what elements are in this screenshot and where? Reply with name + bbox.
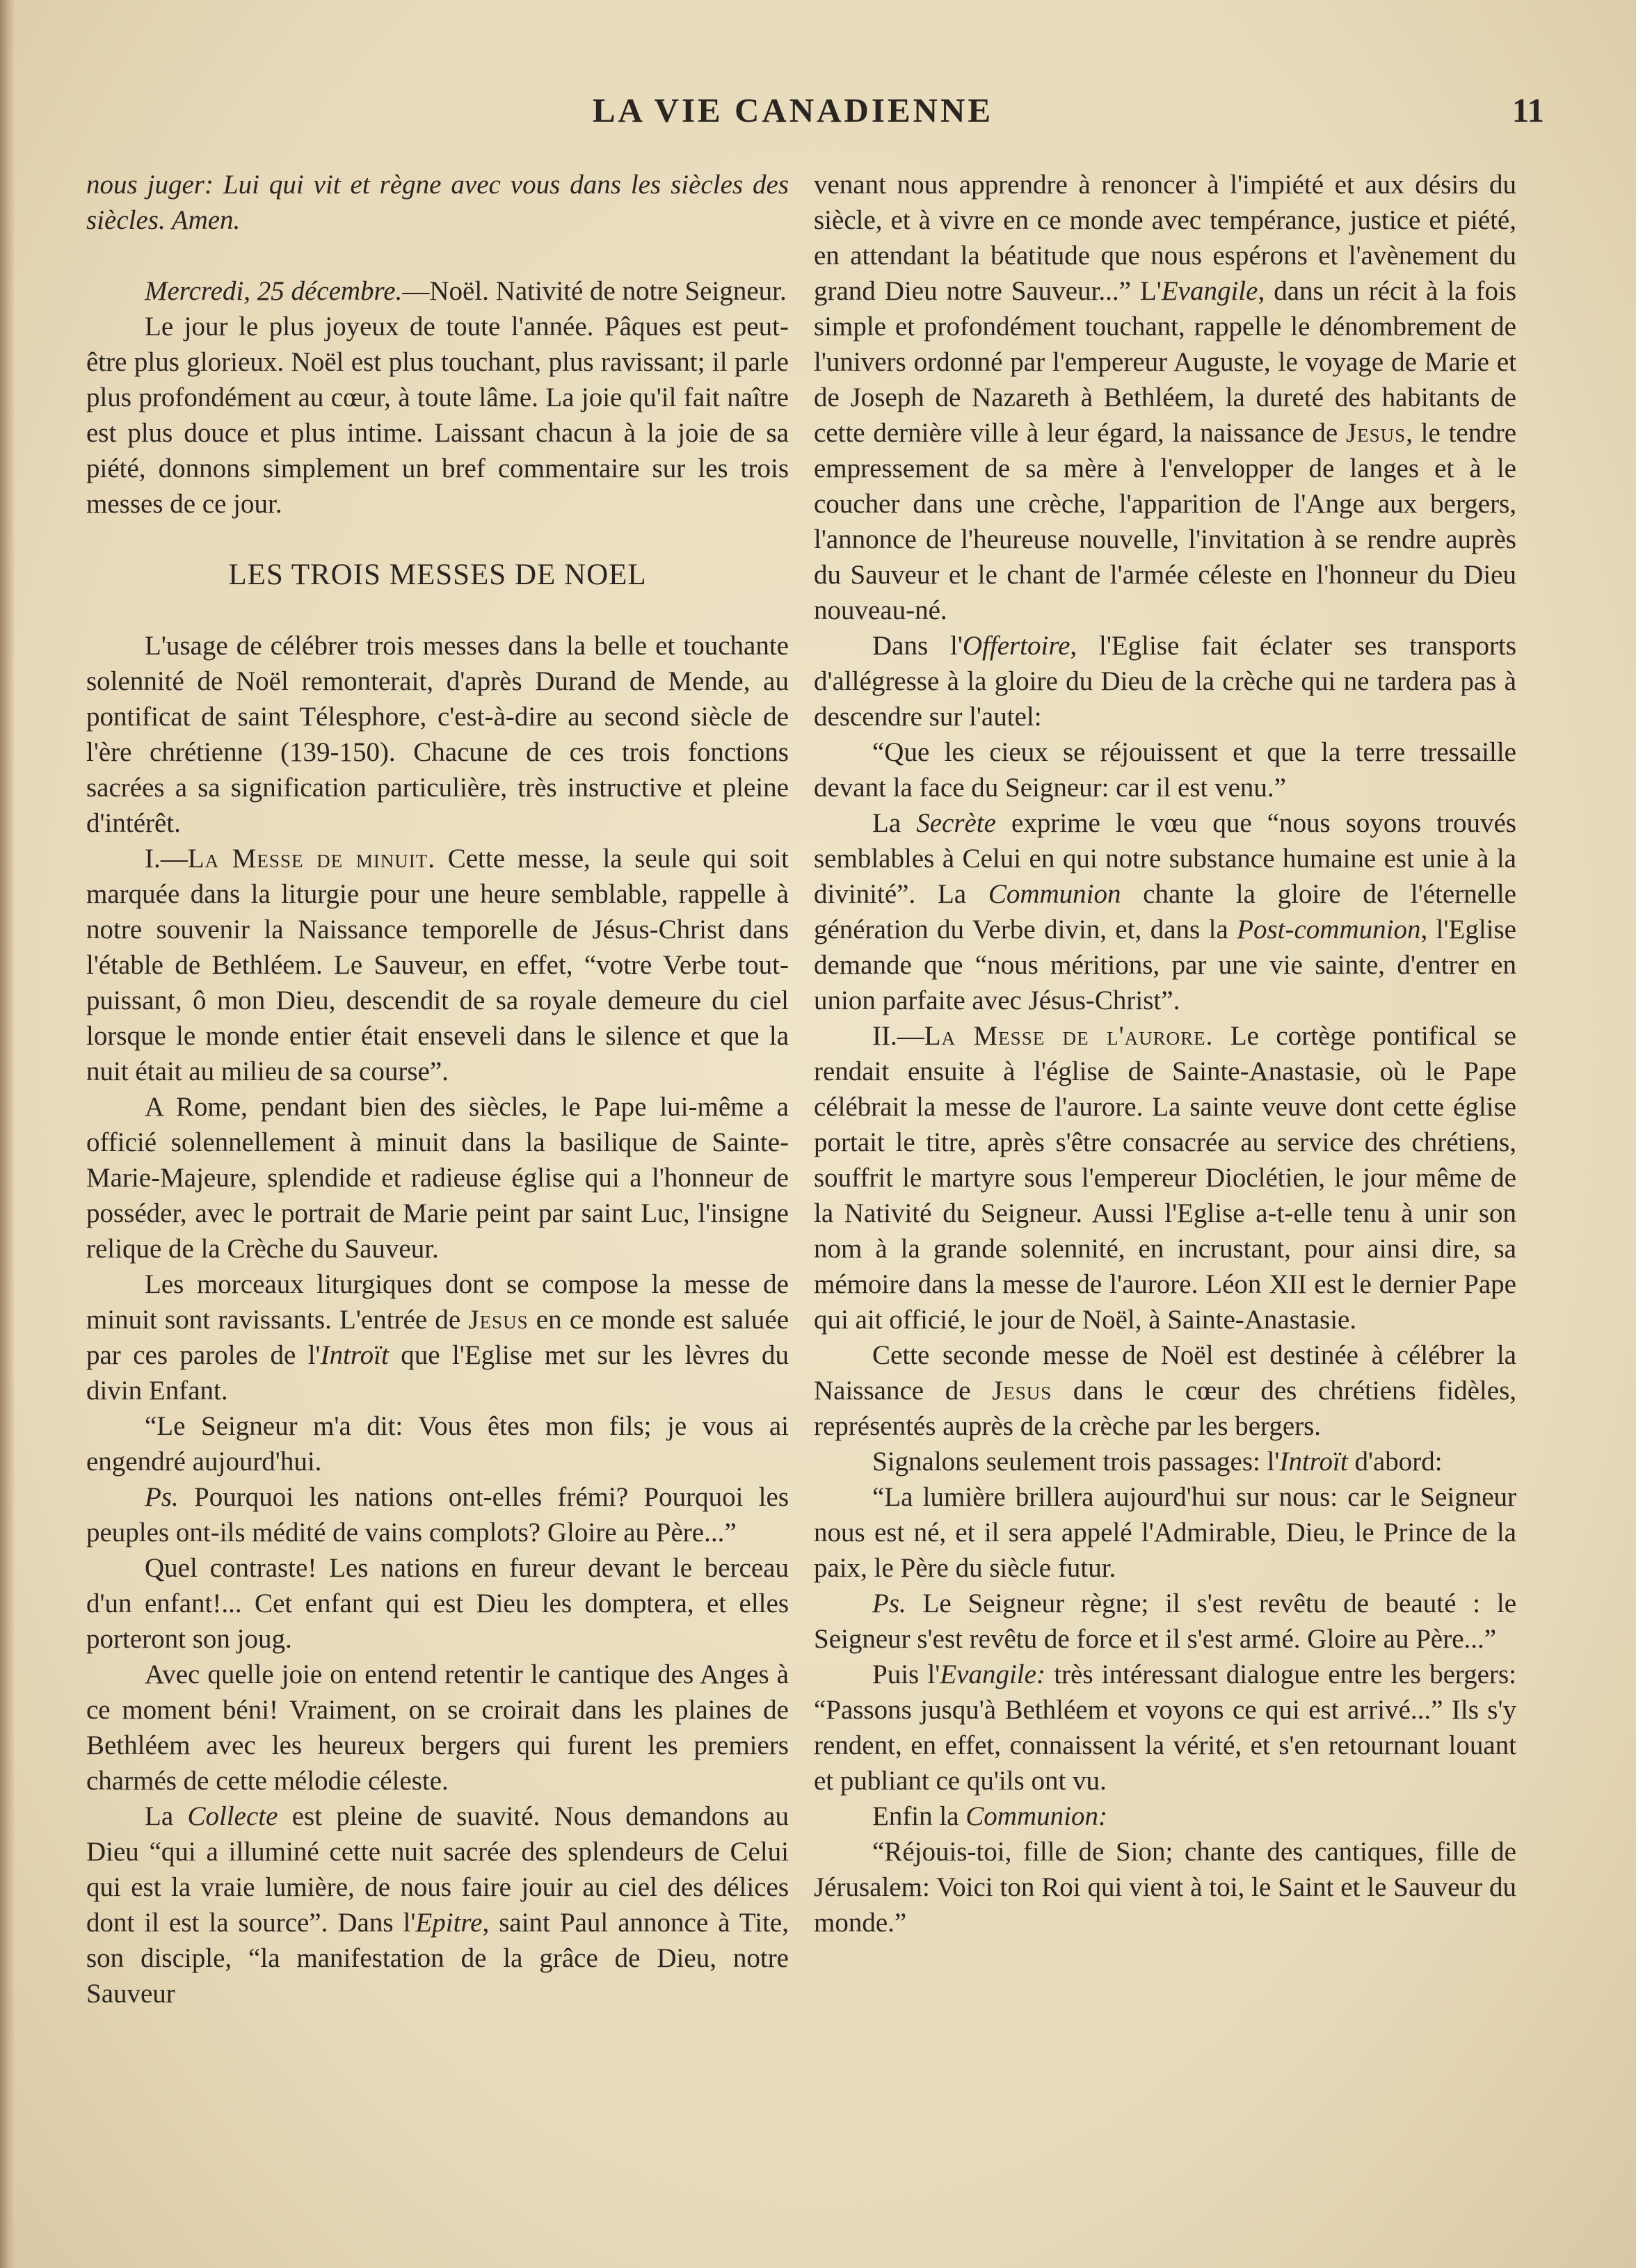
- paragraph-messe-aurore: [814, 1018, 1516, 1337]
- minuit-rest: Cette messe, la seule qui soit marquée dans la liturgie pour une heure semblable, rappelle à notre souvenir la Naissance temporelle de Jésus-Christ dans l'étable de Bethléem. Le Sauveur, en effet, “votre Verbe tout-puissant, ô mon Dieu, descendit de sa royale demeure du ciel lorsque le monde entier était enseveli dans le silence et que la nuit était au milieu de sa course”.: [86, 844, 789, 1086]
- minuit-lead: I.—: [145, 844, 188, 874]
- page-edge-shadow: [0, 0, 15, 2268]
- off-word: Offertoire: [962, 631, 1070, 661]
- paragraph-puis-evangile: [814, 1657, 1516, 1799]
- cont-evangile: Evangile: [1161, 276, 1258, 306]
- enfin-1: Enfin la: [872, 1801, 966, 1831]
- aurore-rest: Le cortège pontifical se rendait ensuite à l'église de Sainte-Anastasie, où le Pape célébrait la messe de l'aurore. La sainte veuve dont cette église portait le titre, après s'être consacrée au service des chrétiens, souffrit le martyre sous l'empereur Dioclétien, le jour même de la Nativité du Seigneur. Aussi l'Eglise a-t-elle tenu à unir son nom à la grande solennité, en incrustant, pour ainsi dire, sa mémoire dans la messe de l'aurore. Léon XII est le dernier Pape qui ait officié, le jour de Noël, à Sainte-Anastasie.: [814, 1021, 1516, 1335]
- aurore-lead: II.—: [872, 1021, 924, 1051]
- morceaux-2: en ce monde est saluée par ces paroles de l': [86, 1305, 789, 1370]
- paragraph-seconde-messe: [814, 1337, 1516, 1444]
- paragraph-collecte: [86, 1799, 789, 2011]
- puis-1: Puis l': [872, 1659, 940, 1689]
- date-rest: —Noël. Nativité de notre Seigneur.: [402, 276, 787, 306]
- paragraph-quote-sion: “Réjouis-toi, fille de Sion; chante des cantiques, fille de Jérusalem: Voici ton Roi qui vient à toi, le Saint et le Sauveur du monde.”: [814, 1837, 1516, 1938]
- seconde-jesus: Jesus: [992, 1376, 1052, 1406]
- page-header: [0, 83, 1636, 139]
- psalm-rest: Pourquoi les nations ont-elles frémi? Pourquoi les peuples ont-ils médité de vains complots? Gloire au Père...”: [86, 1482, 789, 1547]
- morceaux-3: que l'Eglise met sur les lèvres du divin Enfant.: [86, 1340, 789, 1406]
- morceaux-introit: Introït: [320, 1340, 389, 1370]
- cont-2: , dans un récit à la fois simple et profondément touchant, rappelle le dénombrement de l'univers ordonné par l'empereur Auguste, le voyage de Marie et de Joseph de Nazareth à Bethléem, la dureté des habitants de cette dernière ville à leur égard, la naissance de: [814, 276, 1516, 448]
- paragraph-quote-seigneur: “Le Seigneur m'a dit: Vous êtes mon fils; je vous ai engendré aujourd'hui.: [86, 1411, 789, 1477]
- paragraph-enfin-communion: [814, 1799, 1516, 1834]
- paragraph-secrete: [814, 805, 1516, 1018]
- paragraph-continuation: [814, 167, 1516, 628]
- signalons-1: Signalons seulement trois passages: l': [872, 1447, 1280, 1477]
- secrete-post: Post-communion: [1237, 915, 1421, 944]
- paragraph-quote-cieux: “Que les cieux se réjouissent et que la terre tressaille devant la face du Seigneur: car il est venu.”: [814, 737, 1516, 803]
- paragraph-quote-lumiere: “La lumière brillera aujourd'hui sur nous: car le Seigneur nous est né, et il sera appelé l'Admirable, Dieu, le Prince de la paix, le Père du siècle futur.: [814, 1482, 1516, 1583]
- section-heading: LES TROIS MESSES DE NOEL: [228, 558, 647, 591]
- paragraph-usage: L'usage de célébrer trois messes dans la belle et touchante solennité de Noël remonterait, d'après Durand de Mende, au pontificat de saint Télesphore, c'est-à-dire au second siècle de l'ère chrétienne (139-150). Chacune de ces trois fonctions sacrées a sa signification particulière, très instructive et pleine d'intérêt.: [86, 631, 789, 838]
- paragraph-morceaux: [86, 1266, 789, 1408]
- psalm-label: Ps.: [145, 1482, 179, 1512]
- cont-1: venant nous apprendre à renoncer à l'impiété et aux désirs du siècle, et à vivre en ce monde avec tempérance, justice et piété, en attendant la béatitude que nous espérons et l'avènement du grand Dieu notre Sauveur...” L': [814, 170, 1516, 306]
- off-1: Dans l': [872, 631, 963, 661]
- right-column: [814, 167, 1516, 1940]
- aurore-caps: La Messe de l'aurore.: [924, 1021, 1214, 1051]
- morceaux-jesus: Jesus: [468, 1305, 529, 1335]
- running-title: LA VIE CANADIENNE: [592, 91, 994, 129]
- signalons-2: d'abord:: [1347, 1447, 1443, 1477]
- paragraph-contraste: Quel contraste! Les nations en fureur devant le berceau d'un enfant!... Cet enfant qui est Dieu les domptera, et elles porteront son joug.: [86, 1553, 789, 1654]
- paragraph-joie: Avec quelle joie on entend retentir le cantique des Anges à ce moment béni! Vraiment, on se croirait dans les plaines de Bethléem avec les heureux bergers qui furent les premiers charmés de cette mélodie céleste.: [86, 1659, 789, 1796]
- secrete-3: chante la gloire de l'éternelle génération du Verbe divin, et, dans la: [814, 879, 1516, 944]
- psalm2-label: Ps.: [872, 1589, 906, 1618]
- paragraph-closing-prayer: nous juger: Lui qui vit et règne avec vous dans les siècles des siècles. Amen.: [86, 170, 789, 235]
- date-italic: Mercredi, 25 décembre.: [145, 276, 403, 306]
- secrete-word: Secrète: [916, 808, 996, 838]
- psalm2-rest: Le Seigneur règne; il s'est revêtu de beauté : le Seigneur s'est revêtu de force et il s'est armé. Gloire au Père...”: [814, 1589, 1516, 1654]
- paragraph-psalm: [86, 1479, 789, 1550]
- enfin-communion: Communion:: [965, 1801, 1107, 1831]
- paragraph-joyeux: Le jour le plus joyeux de toute l'année. Pâques est peut-être plus glorieux. Noël est plus touchant, plus ravissant; il parle plus profondément au cœur, à toute lâme. La joie qu'il fait naître est plus douce et plus intime. Laissant chacun à la joie de sa piété, donnons simplement un bref commentaire sur les trois messes de ce jour.: [86, 312, 789, 519]
- paragraph-psalm-2: [814, 1586, 1516, 1657]
- collecte-word: Collecte: [187, 1801, 278, 1831]
- morceaux-1: Les morceaux liturgiques dont se compose la messe de minuit sont ravissants. L'entrée de: [86, 1269, 789, 1335]
- seconde-2: dans le cœur des chrétiens fidèles, représentés auprès de la crèche par les bergers.: [814, 1376, 1517, 1441]
- paragraph-rome: A Rome, pendant bien des siècles, le Pape lui-même a officié solennellement à minuit dans la basilique de Sainte-Marie-Majeure, splendide et radieuse église qui a l'honneur de posséder, avec le portrait de Marie peint par saint Luc, l'insigne relique de la Crèche du Sauveur.: [86, 1092, 789, 1264]
- paragraph-messe-minuit: [86, 841, 789, 1089]
- minuit-caps: La Messe de minuit.: [187, 844, 436, 874]
- cont-3: , le tendre empressement de sa mère à l'envelopper de langes et à le coucher dans une crèche, l'apparition de l'Ange aux bergers, l'annonce de l'heureuse nouvelle, l'invitation à se rendre auprès du Sauveur et le chant de l'armée céleste en l'honneur du Dieu nouveau-né.: [814, 418, 1517, 625]
- collecte-1: La: [145, 1801, 188, 1831]
- collecte-epitre: Epitre: [415, 1908, 483, 1938]
- signalons-introit: Introït: [1279, 1447, 1348, 1477]
- puis-evangile: Evangile:: [940, 1659, 1045, 1689]
- paragraph-offertoire: [814, 628, 1516, 734]
- collecte-2: est pleine de suavité. Nous demandons au Dieu “qui a illuminé cette nuit sacrée des splendeurs de Celui qui est la vraie lumière, de nous faire jouir au ciel des délices dont il est la source”. Dans l': [86, 1801, 789, 1938]
- secrete-4: , l'Eglise demande que “nous méritions, par une vie sainte, d'entrer en union parfaite avec Jésus-Christ”.: [814, 915, 1516, 1015]
- off-2: , l'Eglise fait éclater ses transports d'allégresse à la gloire du Dieu de la crèche qui ne tardera pas à descendre sur l'autel:: [814, 631, 1517, 732]
- cont-jesus: Jesus: [1345, 418, 1406, 448]
- puis-2: très intéressant dialogue entre les bergers: “Passons jusqu'à Bethléem et voyons ce qui est arrivé...” Ils s'y rendent, en effet, connaissent la vérité, et s'en retournant louant et publiant ce qu'ils ont vu.: [814, 1659, 1516, 1796]
- secrete-1: La: [872, 808, 917, 838]
- left-column: [86, 167, 789, 2011]
- paragraph-date: [86, 273, 789, 309]
- seconde-1: Cette seconde messe de Noël est destinée à célébrer la Naissance de: [814, 1340, 1516, 1406]
- secrete-2: exprime le vœu que “nous soyons trouvés semblables à Celui en qui notre substance humaine est unie à la divinité”. La: [814, 808, 1516, 909]
- paragraph-signalons: [814, 1444, 1516, 1479]
- secrete-communion: Communion: [988, 879, 1121, 909]
- collecte-3: , saint Paul annonce à Tite, son disciple, “la manifestation de la grâce de Dieu, notre Sauveur: [86, 1908, 789, 2009]
- page-number: 11: [1511, 91, 1544, 129]
